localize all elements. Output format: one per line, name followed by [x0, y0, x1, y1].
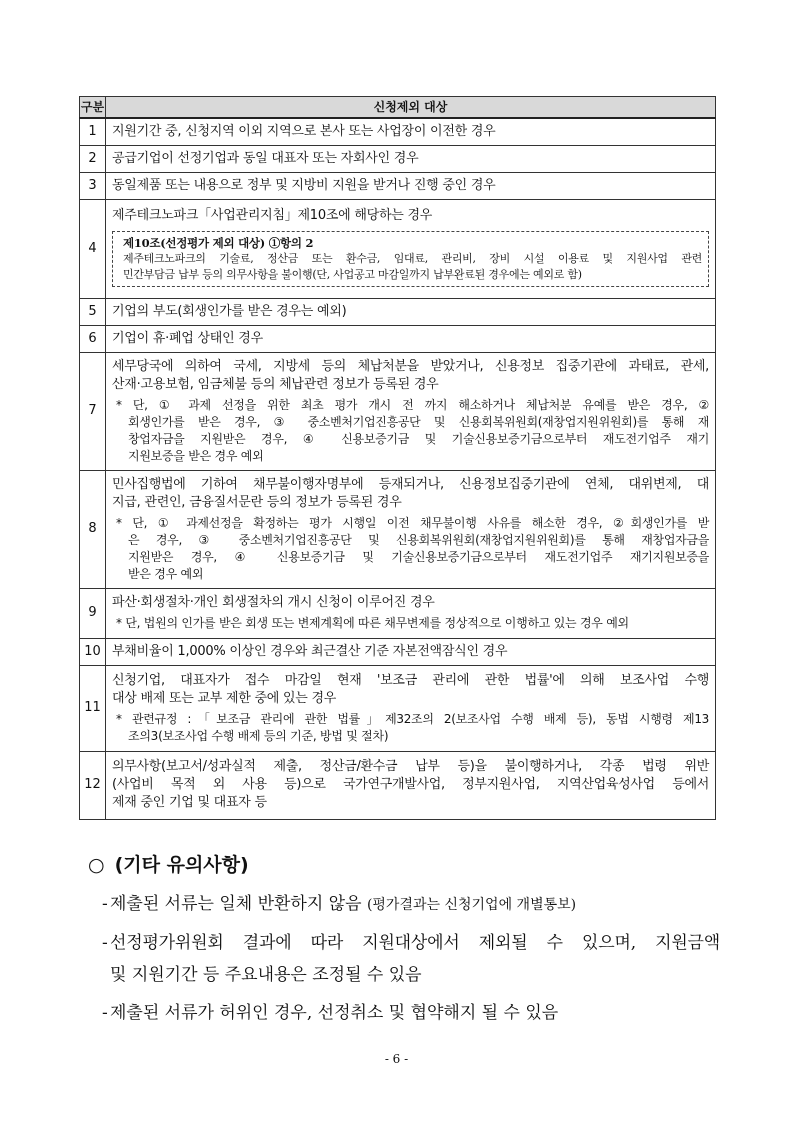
note-text: 은 경우, ③ 중소벤처기업진흥공단 및 신용회복위원회(재창업지원위원회)를 통해 재창업자금을	[128, 532, 709, 547]
row-content	[106, 470, 716, 588]
table-row	[80, 470, 716, 588]
note-text: 회생인가를 받은 경우, ③ 중소벤처기업진흥공단 및 신용회복위원회(재창업지원위원회)를 통해 재	[128, 414, 709, 429]
note-item-text: 선정평가위원회 결과에 따라 지원대상에서 제외될 수 있으며, 지원금액	[110, 933, 720, 953]
row-number: 10	[80, 638, 106, 665]
note-item-text: 제출된 서류는 일체 반환하지 않음	[110, 894, 367, 914]
row-text: 대상 배제 또는 교부 제한 중에 있는 경우	[112, 690, 337, 706]
regulation-title: 제10조(선정평가 제외 대상) ①항의 2	[123, 236, 314, 250]
row-text: 산재·고용보험, 임금체불 등의 체납관련 정보가 등록된 경우	[112, 376, 439, 392]
row-note	[112, 615, 709, 632]
table-row	[80, 145, 716, 172]
row-content	[106, 145, 716, 172]
row-content	[106, 638, 716, 665]
row-text: 세무당국에 의하여 국세, 지방세 등의 체납처분을 받았거나, 신용정보 집중기관에 과태료, 관세,	[112, 358, 709, 374]
dash-bullet: -	[102, 1003, 108, 1023]
row-number: 5	[80, 298, 106, 325]
extra-notes-section	[88, 850, 720, 1029]
table-row	[80, 325, 716, 352]
row-note	[112, 711, 709, 745]
note-text: * 관련규정 :「보조금 관리에 관한 법률」제32조의 2(보조사업 수행 배제 등), 동법 시행령 제13	[116, 711, 709, 726]
row-content	[106, 118, 716, 145]
row-content	[106, 172, 716, 199]
row-text: 의무사항(보고서/성과실적 제출, 정산금/환수금 납부 등)을 불이행하거나, 각종 법령 위반	[112, 759, 709, 774]
note-text: 창업자금을 지원받은 경우, ④ 신용보증기금 및 기술신용보증기금으로부터 재도전기업주 재기	[128, 431, 709, 446]
row-number: 8	[80, 470, 106, 588]
row-number: 7	[80, 352, 106, 470]
table-header-row	[80, 97, 716, 119]
note-text: 지원받은 경우, ④ 신용보증기금 및 기술신용보증기금으로부터 재도전기업주 재기지원보증을	[128, 549, 709, 564]
row-content	[106, 352, 716, 470]
page-number: - 6 -	[384, 1052, 409, 1066]
row-text: 동일제품 또는 내용으로 정부 및 지방비 지원을 받거나 진행 중인 경우	[112, 177, 496, 193]
row-text: 기업의 부도(회생인가를 받은 경우는 예외)	[112, 303, 347, 319]
row-content	[106, 325, 716, 352]
row-note	[112, 515, 709, 583]
row-text: 지급, 관련인, 금융질서문란 등의 정보가 등록된 경우	[112, 494, 402, 510]
note-item	[88, 888, 720, 921]
dash-bullet: -	[102, 933, 108, 953]
row-text: 파산·회생절차·개인 회생절차의 개시 신청이 이루어진 경우	[112, 595, 435, 610]
table-row	[80, 172, 716, 199]
note-item	[88, 997, 720, 1029]
row-text: 부채비율이 1,000% 이상인 경우와 최근결산 기준 자본전액잠식인 경우	[112, 643, 508, 659]
table-row	[80, 199, 716, 298]
note-text: * 단, ① 과제 선정을 위한 최초 평가 개시 전 까지 해소하거나 체납처분 유예를 받은 경우, ②	[116, 397, 709, 412]
table-row	[80, 638, 716, 665]
note-item-text: 제출된 서류가 허위인 경우, 선정취소 및 협약해지 될 수 있음	[110, 1003, 559, 1023]
row-number: 12	[80, 751, 106, 819]
row-text: 기업이 휴·폐업 상태인 경우	[112, 330, 263, 346]
row-number: 11	[80, 665, 106, 751]
table-row	[80, 751, 716, 819]
note-text: 받은 경우 예외	[128, 566, 204, 581]
note-text: 조의3(보조사업 수행 배제 등의 기준, 방법 및 절차)	[128, 728, 389, 743]
row-content	[106, 665, 716, 751]
row-content	[106, 751, 716, 819]
note-item-subtext: (평가결과는 신청기업에 개별통보)	[366, 897, 577, 913]
exclusion-criteria-table	[79, 96, 716, 820]
row-content	[106, 199, 716, 298]
row-text: 지원기간 중, 신청지역 이외 지역으로 본사 또는 사업장이 이전한 경우	[112, 123, 496, 139]
row-content	[106, 298, 716, 325]
note-text: * 단, 법원의 인가를 받은 회생 또는 변제계획에 따른 채무변제를 정상적으로 이행하고 있는 경우 예외	[116, 616, 629, 630]
regulation-text: 제주테크노파크의 기술료, 정산금 또는 환수금, 임대료, 관리비, 장비 시설 이용료 및 지원사업 관련	[123, 252, 702, 265]
row-text: 제주테크노파크「사업관리지침」제10조에 해당하는 경우	[112, 208, 433, 223]
header-target: 신청제외 대상	[106, 97, 716, 119]
row-text: 민사집행법에 기하여 채무불이행자명부에 등재되거나, 신용정보집중기관에 연체, 대위변제, 대	[112, 476, 709, 492]
note-item-text: 및 지원기간 등 주요내용은 조정될 수 있음	[110, 965, 422, 985]
table-row	[80, 665, 716, 751]
section-heading	[88, 850, 720, 882]
row-number: 2	[80, 145, 106, 172]
table-row	[80, 298, 716, 325]
dash-bullet: -	[102, 894, 108, 914]
row-number: 9	[80, 588, 106, 638]
row-content	[106, 588, 716, 638]
note-text: * 단, ① 과제선정을 확정하는 평가 시행일 이전 채무불이행 사유를 해소한 경우, ②회생인가를 받	[116, 515, 709, 530]
row-number: 6	[80, 325, 106, 352]
note-item	[88, 927, 720, 991]
row-number: 4	[80, 199, 106, 298]
row-text: 신청기업, 대표자가 접수 마감일 현재 '보조금 관리에 관한 법률'에 의해 보조사업 수행	[112, 672, 709, 688]
header-num: 구분	[80, 97, 106, 119]
row-text: (사업비 목적 외 사용 등)으로 국가연구개발사업, 정부지원사업, 지역산업육성사업 등에서	[112, 777, 709, 792]
row-note	[112, 397, 709, 465]
row-number: 1	[80, 118, 106, 145]
row-text: 공급기업이 선정기업과 동일 대표자 또는 자회사인 경우	[112, 150, 419, 166]
row-number: 3	[80, 172, 106, 199]
table-row	[80, 118, 716, 145]
section-title: (기타 유의사항)	[114, 854, 249, 876]
regulation-text: 민간부담금 납부 등의 의무사항을 불이행(단, 사업공고 마감일까지 납부완료된 경우에는 예외로 함)	[123, 268, 582, 281]
table-row	[80, 352, 716, 470]
table-row	[80, 588, 716, 638]
regulation-excerpt-box	[112, 231, 709, 287]
note-text: 지원보증을 받은 경우 예외	[128, 448, 264, 463]
row-text: 제재 중인 기업 및 대표자 등	[112, 795, 267, 810]
circle-bullet-icon: ○	[88, 854, 105, 876]
